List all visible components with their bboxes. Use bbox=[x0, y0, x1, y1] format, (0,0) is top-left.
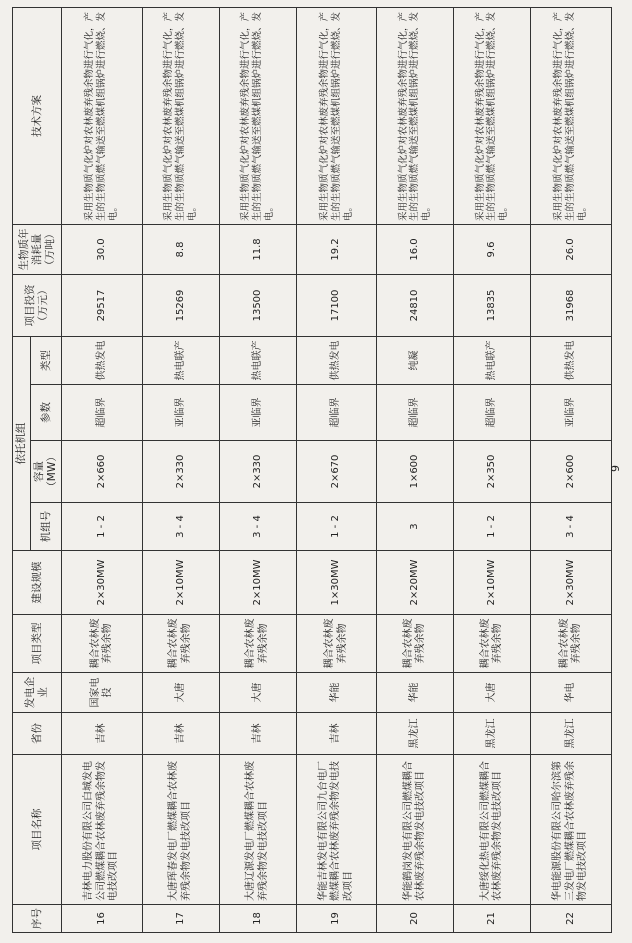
cell-tech: 采用生物质气化炉对农林废弃残余物进行气化，产生的生物质燃气输送至燃煤机组锅炉进行燃烧、发电。 bbox=[377, 8, 454, 225]
cell-seq: 19 bbox=[296, 905, 377, 933]
cell-tech: 采用生物质气化炉对农林废弃残余物进行气化，产生的生物质燃气输送至燃煤机组锅炉进行燃烧、发电。 bbox=[454, 8, 531, 225]
header-host-group: 依托机组 bbox=[13, 337, 31, 551]
cell-scale: 2×30MW bbox=[62, 551, 143, 615]
cell-unit-no: 1 - 2 bbox=[296, 503, 377, 551]
cell-company: 大唐 bbox=[142, 673, 219, 713]
cell-seq: 18 bbox=[219, 905, 296, 933]
cell-unit-type: 供热发电 bbox=[296, 337, 377, 385]
cell-seq: 22 bbox=[531, 905, 612, 933]
cell-project-type: 耦合农林废弃残余物 bbox=[454, 615, 531, 673]
cell-biomass: 19.2 bbox=[296, 225, 377, 275]
cell-tech: 采用生物质气化炉对农林废弃残余物进行气化，产生的生物质燃气输送至燃煤机组锅炉进行燃烧、发电。 bbox=[142, 8, 219, 225]
cell-params: 亚临界 bbox=[142, 385, 219, 441]
header-unit-no: 机组号 bbox=[31, 503, 62, 551]
cell-capacity: 2×330 bbox=[219, 441, 296, 503]
cell-biomass: 26.0 bbox=[531, 225, 612, 275]
cell-name: 华能吉林发电有限公司九台电厂燃煤耦合农林废弃残余物发电技改项目 bbox=[296, 755, 377, 905]
cell-investment: 31968 bbox=[531, 275, 612, 337]
cell-province: 黑龙江 bbox=[377, 713, 454, 755]
cell-biomass: 16.0 bbox=[377, 225, 454, 275]
cell-unit-type: 热电联产 bbox=[142, 337, 219, 385]
header-capacity: 容量（MW） bbox=[31, 441, 62, 503]
cell-province: 吉林 bbox=[62, 713, 143, 755]
table-row bbox=[62, 8, 143, 933]
cell-name: 大唐珲春发电厂燃煤耦合农林废弃残余物发电技改项目 bbox=[142, 755, 219, 905]
table-row bbox=[377, 8, 454, 933]
cell-params: 亚临界 bbox=[219, 385, 296, 441]
cell-company: 大唐 bbox=[454, 673, 531, 713]
cell-unit-no: 3 - 4 bbox=[219, 503, 296, 551]
header-province: 省份 bbox=[13, 713, 62, 755]
table-row bbox=[142, 8, 219, 933]
cell-project-type: 耦合农林废弃残余物 bbox=[531, 615, 612, 673]
cell-project-type: 耦合农林废弃残余物 bbox=[296, 615, 377, 673]
header-unit-type: 类型 bbox=[31, 337, 62, 385]
cell-unit-type: 供热发电 bbox=[62, 337, 143, 385]
cell-investment: 24810 bbox=[377, 275, 454, 337]
table-body bbox=[62, 8, 612, 933]
cell-project-type: 耦合农林废弃残余物 bbox=[142, 615, 219, 673]
header-company: 发电企业 bbox=[13, 673, 62, 713]
cell-name: 大唐辽源发电厂燃煤耦合农林废弃残余物发电技改项目 bbox=[219, 755, 296, 905]
cell-province: 黑龙江 bbox=[531, 713, 612, 755]
cell-name: 华电能源股份有限公司哈尔滨第三发电厂燃煤耦合农林废弃残余物发电技改项目 bbox=[531, 755, 612, 905]
cell-unit-no: 3 - 4 bbox=[531, 503, 612, 551]
header-tech: 技术方案 bbox=[13, 8, 62, 225]
cell-province: 吉林 bbox=[296, 713, 377, 755]
cell-unit-type: 纯凝 bbox=[377, 337, 454, 385]
cell-seq: 20 bbox=[377, 905, 454, 933]
cell-capacity: 2×670 bbox=[296, 441, 377, 503]
table-row bbox=[454, 8, 531, 933]
cell-seq: 16 bbox=[62, 905, 143, 933]
cell-unit-no: 1 - 2 bbox=[454, 503, 531, 551]
cell-name: 吉林电力股份有限公司白城发电公司燃煤耦合农林废弃残余物发电技改项目 bbox=[62, 755, 143, 905]
header-scale: 建设规模 bbox=[13, 551, 62, 615]
cell-seq: 17 bbox=[142, 905, 219, 933]
header-seq: 序号 bbox=[13, 905, 62, 933]
cell-scale: 2×10MW bbox=[219, 551, 296, 615]
cell-seq: 21 bbox=[454, 905, 531, 933]
header-params: 参数 bbox=[31, 385, 62, 441]
cell-tech: 采用生物质气化炉对农林废弃残余物进行气化，产生的生物质燃气输送至燃煤机组锅炉进行燃烧、发电。 bbox=[219, 8, 296, 225]
cell-capacity: 2×660 bbox=[62, 441, 143, 503]
cell-tech: 采用生物质气化炉对农林废弃残余物进行气化，产生的生物质燃气输送至燃煤机组锅炉进行燃烧、发电。 bbox=[62, 8, 143, 225]
cell-company: 华电 bbox=[531, 673, 612, 713]
cell-capacity: 2×330 bbox=[142, 441, 219, 503]
cell-investment: 13500 bbox=[219, 275, 296, 337]
cell-province: 吉林 bbox=[142, 713, 219, 755]
header-project-type: 项目类型 bbox=[13, 615, 62, 673]
header-name: 项目名称 bbox=[13, 755, 62, 905]
cell-biomass: 11.8 bbox=[219, 225, 296, 275]
table-row bbox=[296, 8, 377, 933]
cell-project-type: 耦合农林废弃残余物 bbox=[62, 615, 143, 673]
cell-biomass: 30.0 bbox=[62, 225, 143, 275]
cell-company: 华能 bbox=[296, 673, 377, 713]
cell-investment: 29517 bbox=[62, 275, 143, 337]
cell-project-type: 耦合农林废弃残余物 bbox=[219, 615, 296, 673]
table-row bbox=[531, 8, 612, 933]
cell-company: 华能 bbox=[377, 673, 454, 713]
cell-name: 大唐绥化热电有限公司燃煤耦合农林废弃残余物发电技改项目 bbox=[454, 755, 531, 905]
cell-scale: 2×20MW bbox=[377, 551, 454, 615]
cell-unit-type: 热电联产 bbox=[219, 337, 296, 385]
cell-params: 亚临界 bbox=[531, 385, 612, 441]
cell-params: 超临界 bbox=[454, 385, 531, 441]
cell-project-type: 耦合农林废弃残余物 bbox=[377, 615, 454, 673]
header-investment: 项目投资（万元） bbox=[13, 275, 62, 337]
cell-investment: 15269 bbox=[142, 275, 219, 337]
cell-unit-type: 热电联产 bbox=[454, 337, 531, 385]
cell-scale: 2×30MW bbox=[531, 551, 612, 615]
cell-unit-no: 3 - 4 bbox=[142, 503, 219, 551]
cell-unit-type: 供热发电 bbox=[531, 337, 612, 385]
cell-investment: 13835 bbox=[454, 275, 531, 337]
cell-unit-no: 3 bbox=[377, 503, 454, 551]
cell-company: 国家电投 bbox=[62, 673, 143, 713]
cell-scale: 2×10MW bbox=[142, 551, 219, 615]
cell-capacity: 2×350 bbox=[454, 441, 531, 503]
cell-params: 超临界 bbox=[377, 385, 454, 441]
projects-table bbox=[12, 7, 612, 933]
cell-capacity: 2×600 bbox=[531, 441, 612, 503]
table-row bbox=[219, 8, 296, 933]
cell-unit-no: 1 - 2 bbox=[62, 503, 143, 551]
cell-tech: 采用生物质气化炉对农林废弃残余物进行气化，产生的生物质燃气输送至燃煤机组锅炉进行燃烧、发电。 bbox=[296, 8, 377, 225]
cell-province: 黑龙江 bbox=[454, 713, 531, 755]
cell-investment: 17100 bbox=[296, 275, 377, 337]
cell-params: 超临界 bbox=[296, 385, 377, 441]
cell-capacity: 1×600 bbox=[377, 441, 454, 503]
cell-scale: 2×10MW bbox=[454, 551, 531, 615]
header-biomass: 生物质年消耗量（万吨） bbox=[13, 225, 62, 275]
cell-province: 吉林 bbox=[219, 713, 296, 755]
cell-scale: 1×30MW bbox=[296, 551, 377, 615]
cell-name: 华能鹤岗发电有限公司燃煤耦合农林废弃残余物发电技改项目 bbox=[377, 755, 454, 905]
cell-biomass: 9.6 bbox=[454, 225, 531, 275]
cell-biomass: 8.8 bbox=[142, 225, 219, 275]
cell-company: 大唐 bbox=[219, 673, 296, 713]
cell-params: 超临界 bbox=[62, 385, 143, 441]
page-number: 9 bbox=[609, 465, 622, 472]
cell-tech: 采用生物质气化炉对农林废弃残余物进行气化，产生的生物质燃气输送至燃煤机组锅炉进行燃烧、发电。 bbox=[531, 8, 612, 225]
